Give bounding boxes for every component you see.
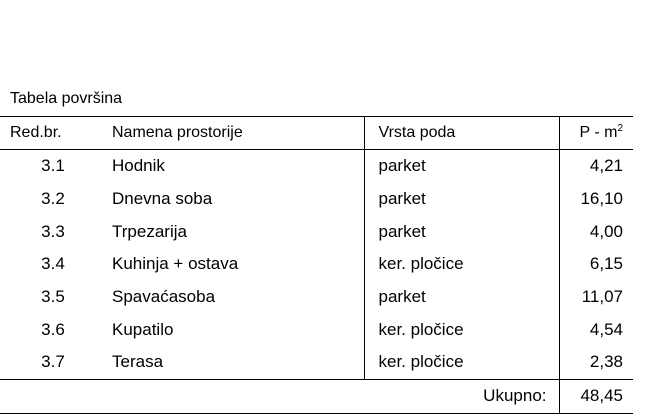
table-row <box>0 248 633 281</box>
header-area <box>559 117 633 150</box>
row-number: 3.2 <box>41 189 65 209</box>
row-floor-type: parket <box>364 281 559 314</box>
row-room-purpose: Terasa <box>112 352 164 372</box>
row-floor-type: parket <box>364 150 559 183</box>
header-room-purpose: Namena prostorije <box>98 117 364 150</box>
row-floor-type: ker. pločice <box>364 346 559 379</box>
row-area: 4,21 <box>559 150 633 183</box>
row-number: 3.5 <box>41 287 65 307</box>
table-footer <box>0 379 633 413</box>
row-area: 4,00 <box>559 215 633 248</box>
row-area: 16,10 <box>559 183 633 216</box>
total-label: Ukupno: <box>0 379 559 413</box>
row-floor-type: ker. pločice <box>364 248 559 281</box>
header-row <box>0 117 633 150</box>
header-number: Red.br. <box>0 117 98 150</box>
row-floor-type: ker. pločice <box>364 313 559 346</box>
table-row <box>0 183 633 216</box>
row-number: 3.4 <box>41 254 65 274</box>
row-room-purpose: Dnevna soba <box>112 189 213 209</box>
table-row <box>0 150 633 183</box>
row-area: 11,07 <box>559 281 633 314</box>
row-area: 4,54 <box>559 313 633 346</box>
area-table <box>0 116 633 414</box>
row-number: 3.1 <box>41 156 65 176</box>
row-room-purpose: Trpezarija <box>112 221 187 241</box>
table-row <box>0 215 633 248</box>
total-value: 48,45 <box>559 379 633 413</box>
table-header <box>0 117 633 150</box>
header-floor-type: Vrsta poda <box>364 117 559 150</box>
row-number: 3.7 <box>41 352 65 372</box>
table-caption: Tabela površina <box>10 90 123 107</box>
row-room-purpose: Kuhinja + ostava <box>112 254 239 274</box>
header-area-prefix: P - m <box>579 124 618 141</box>
table-body <box>0 150 633 380</box>
table-row <box>0 313 633 346</box>
row-floor-type: parket <box>364 215 559 248</box>
header-area-exponent: 2 <box>617 123 623 134</box>
table-row <box>0 346 633 379</box>
row-room-purpose: Spavaćasoba <box>112 287 216 307</box>
row-area: 6,15 <box>559 248 633 281</box>
row-room-purpose: Hodnik <box>112 156 165 176</box>
row-number: 3.3 <box>41 221 65 241</box>
row-floor-type: parket <box>364 183 559 216</box>
row-number: 3.6 <box>41 319 65 339</box>
row-room-purpose: Kupatilo <box>112 319 174 339</box>
row-area: 2,38 <box>559 346 633 379</box>
table-row <box>0 281 633 314</box>
total-row <box>0 379 633 413</box>
